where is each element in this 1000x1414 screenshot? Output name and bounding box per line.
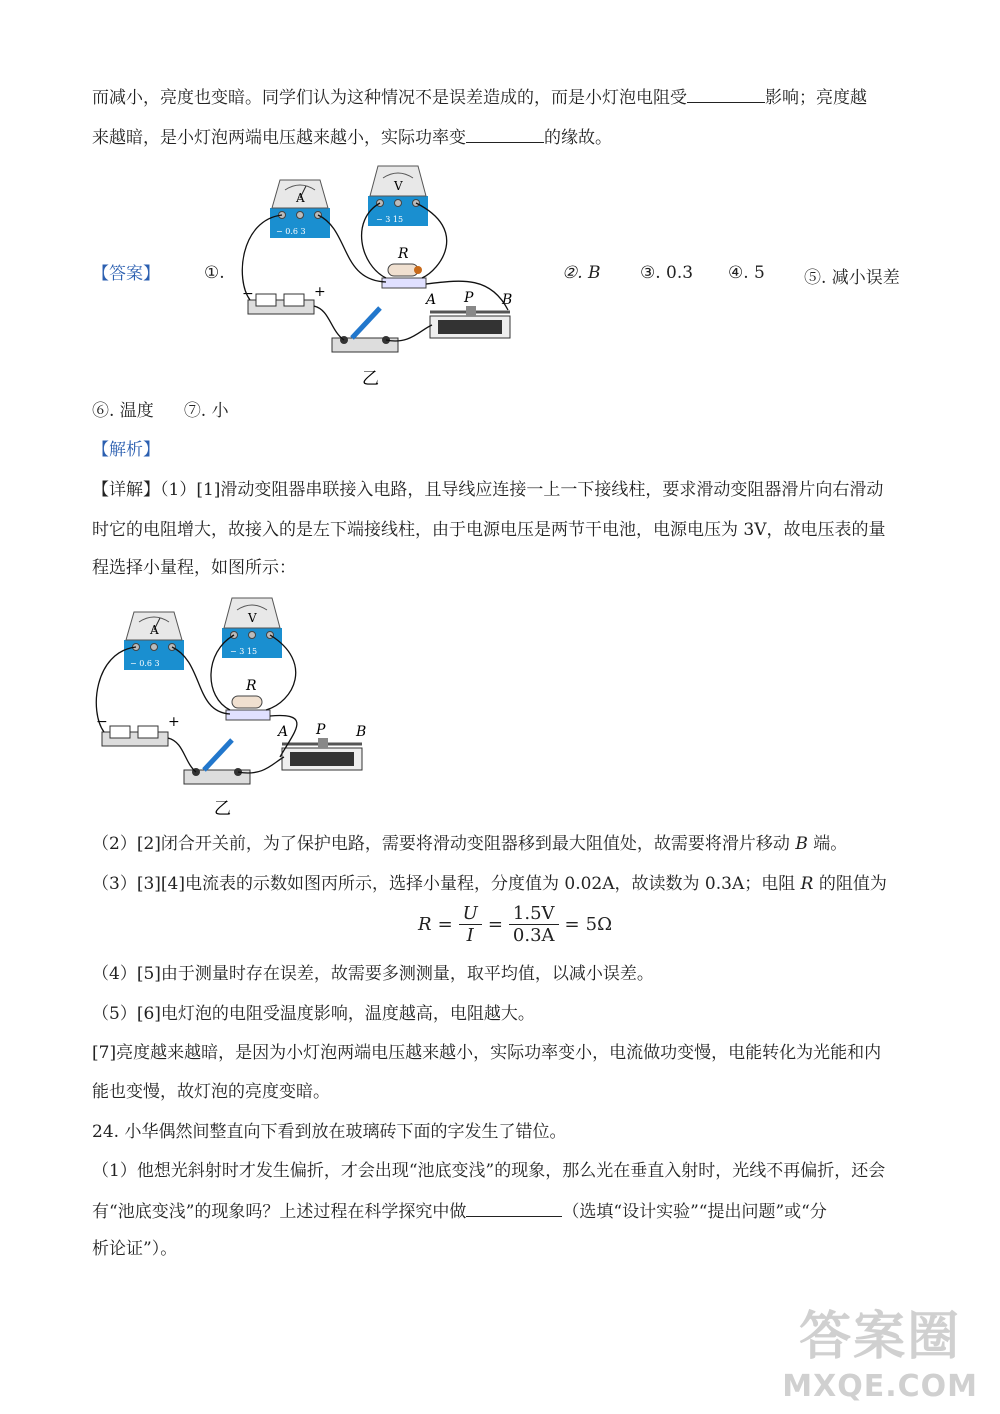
- resistor-label: R: [246, 678, 257, 694]
- plus-label: +: [168, 714, 180, 730]
- resistance-formula: R = $\frac{U}{I}$ = $\frac{1.5V}{0.3A}$ = 5Ω: [418, 903, 613, 946]
- answer-tag: 【答案】: [92, 264, 160, 284]
- answer-blank[interactable]: [466, 1198, 562, 1217]
- text-line: 有“池底变浅”的现象吗？上述过程在科学探究中做 （选填“设计实验”“提出问题”或“分: [92, 1198, 827, 1224]
- rheostat-icon: [282, 738, 362, 770]
- answer-item: ②. B: [562, 263, 601, 283]
- minus-label: −: [242, 286, 254, 302]
- ammeter-label: A: [150, 623, 159, 637]
- text-line: （3）[3][4]电流表的示数如图丙所示，选择小量程，分度值为 0.02A，故读数为 0.3A；电阻 R 的阻值为: [92, 874, 887, 894]
- fraction: $\frac{1.5V}{0.3A}$: [509, 903, 559, 946]
- text-line: （4）[5]由于测量时存在误差，故需要多测测量，取平均值，以减小误差。: [92, 964, 654, 984]
- voltmeter-scale: − 3 15: [376, 215, 404, 224]
- text-line: 【详解】（1）[1]滑动变阻器串联接入电路，且导线应连接一上一下接线柱，要求滑动变阻器滑片向右滑动: [92, 480, 884, 500]
- text-line: 来越暗，是小灯泡两端电压越来越小，实际功率变 的缘故。: [92, 124, 612, 150]
- text-line: （1）他想光斜射时才发生偏折，才会出现“池底变浅”的现象，那么光在垂直入射时，光线不再偏折，还会: [92, 1161, 886, 1181]
- figure-caption: 乙: [362, 369, 379, 389]
- rheostat-icon: [430, 306, 510, 338]
- answer-item: ④. 5: [728, 263, 765, 283]
- answer-item: ③. 0.3: [640, 263, 694, 283]
- answer-blank[interactable]: [466, 124, 544, 143]
- text-line: （5）[6]电灯泡的电阻受温度影响，温度越高，电阻越大。: [92, 1004, 535, 1024]
- text-line: 时它的电阻增大，故接入的是左下端接线柱，由于电源电压是两节干电池，电源电压为 3V，故电压表的量: [92, 520, 886, 540]
- voltmeter-label: V: [248, 611, 257, 625]
- terminal-b-label: B: [502, 292, 513, 308]
- resistor-label: R: [398, 246, 409, 262]
- answer-item: ①.: [204, 263, 225, 283]
- ammeter-label: A: [296, 191, 305, 205]
- text-line: [7]亮度越来越暗，是因为小灯泡两端电压越来越小，实际功率变小，电流做功变慢，电能转化为光能和内: [92, 1043, 882, 1063]
- question-title: 24. 小华偶然间整直向下看到放在玻璃砖下面的字发生了错位。: [92, 1122, 567, 1142]
- answer-blank[interactable]: [687, 84, 765, 103]
- terminal-b-label: B: [356, 724, 367, 740]
- text-line: 程选择小量程，如图所示：: [92, 558, 296, 578]
- text-line: 而减小，亮度也变暗。同学们认为这种情况不是误差造成的，而是小灯泡电阻受 影响；亮度越: [92, 84, 867, 110]
- ammeter-scale: − 0.6 3: [130, 659, 160, 668]
- resistor-icon: [226, 696, 270, 720]
- text-line: 析论证”）。: [92, 1239, 178, 1259]
- voltmeter-scale: − 3 15: [230, 647, 258, 656]
- switch-icon: [332, 308, 398, 352]
- terminal-a-label: A: [278, 724, 289, 740]
- battery-icon: [102, 726, 168, 746]
- watermark-logo: 答案圈 MXQE.COM: [782, 1307, 978, 1404]
- resistor-icon: [382, 264, 426, 288]
- terminal-a-label: A: [426, 292, 437, 308]
- text-line: [92, 399, 229, 423]
- terminal-p-label: P: [316, 722, 326, 738]
- circuit-diagram: [94, 592, 394, 822]
- fraction: $\frac{U}{I}$: [459, 903, 482, 946]
- battery-icon: [248, 294, 314, 314]
- terminal-p-label: P: [464, 290, 474, 306]
- analysis-tag: 【解析】: [92, 440, 160, 460]
- text-line: 能也变慢，故灯泡的亮度变暗。: [92, 1082, 330, 1102]
- voltmeter-label: V: [394, 179, 403, 193]
- figure-caption: 乙: [214, 799, 231, 819]
- answer-item: ⑤. 减小误差: [804, 268, 900, 288]
- answer-item: ⑥. 温度: [92, 401, 154, 421]
- minus-label: −: [96, 714, 108, 730]
- circuit-diagram: [240, 160, 540, 390]
- switch-icon: [184, 740, 250, 784]
- ammeter-scale: − 0.6 3: [276, 227, 306, 236]
- text-line: （2）[2]闭合开关前，为了保护电路，需要将滑动变阻器移到最大阻值处，故需要将滑片移动 B 端。: [92, 834, 848, 854]
- plus-label: +: [314, 284, 326, 300]
- answer-item: ⑦. 小: [183, 401, 229, 421]
